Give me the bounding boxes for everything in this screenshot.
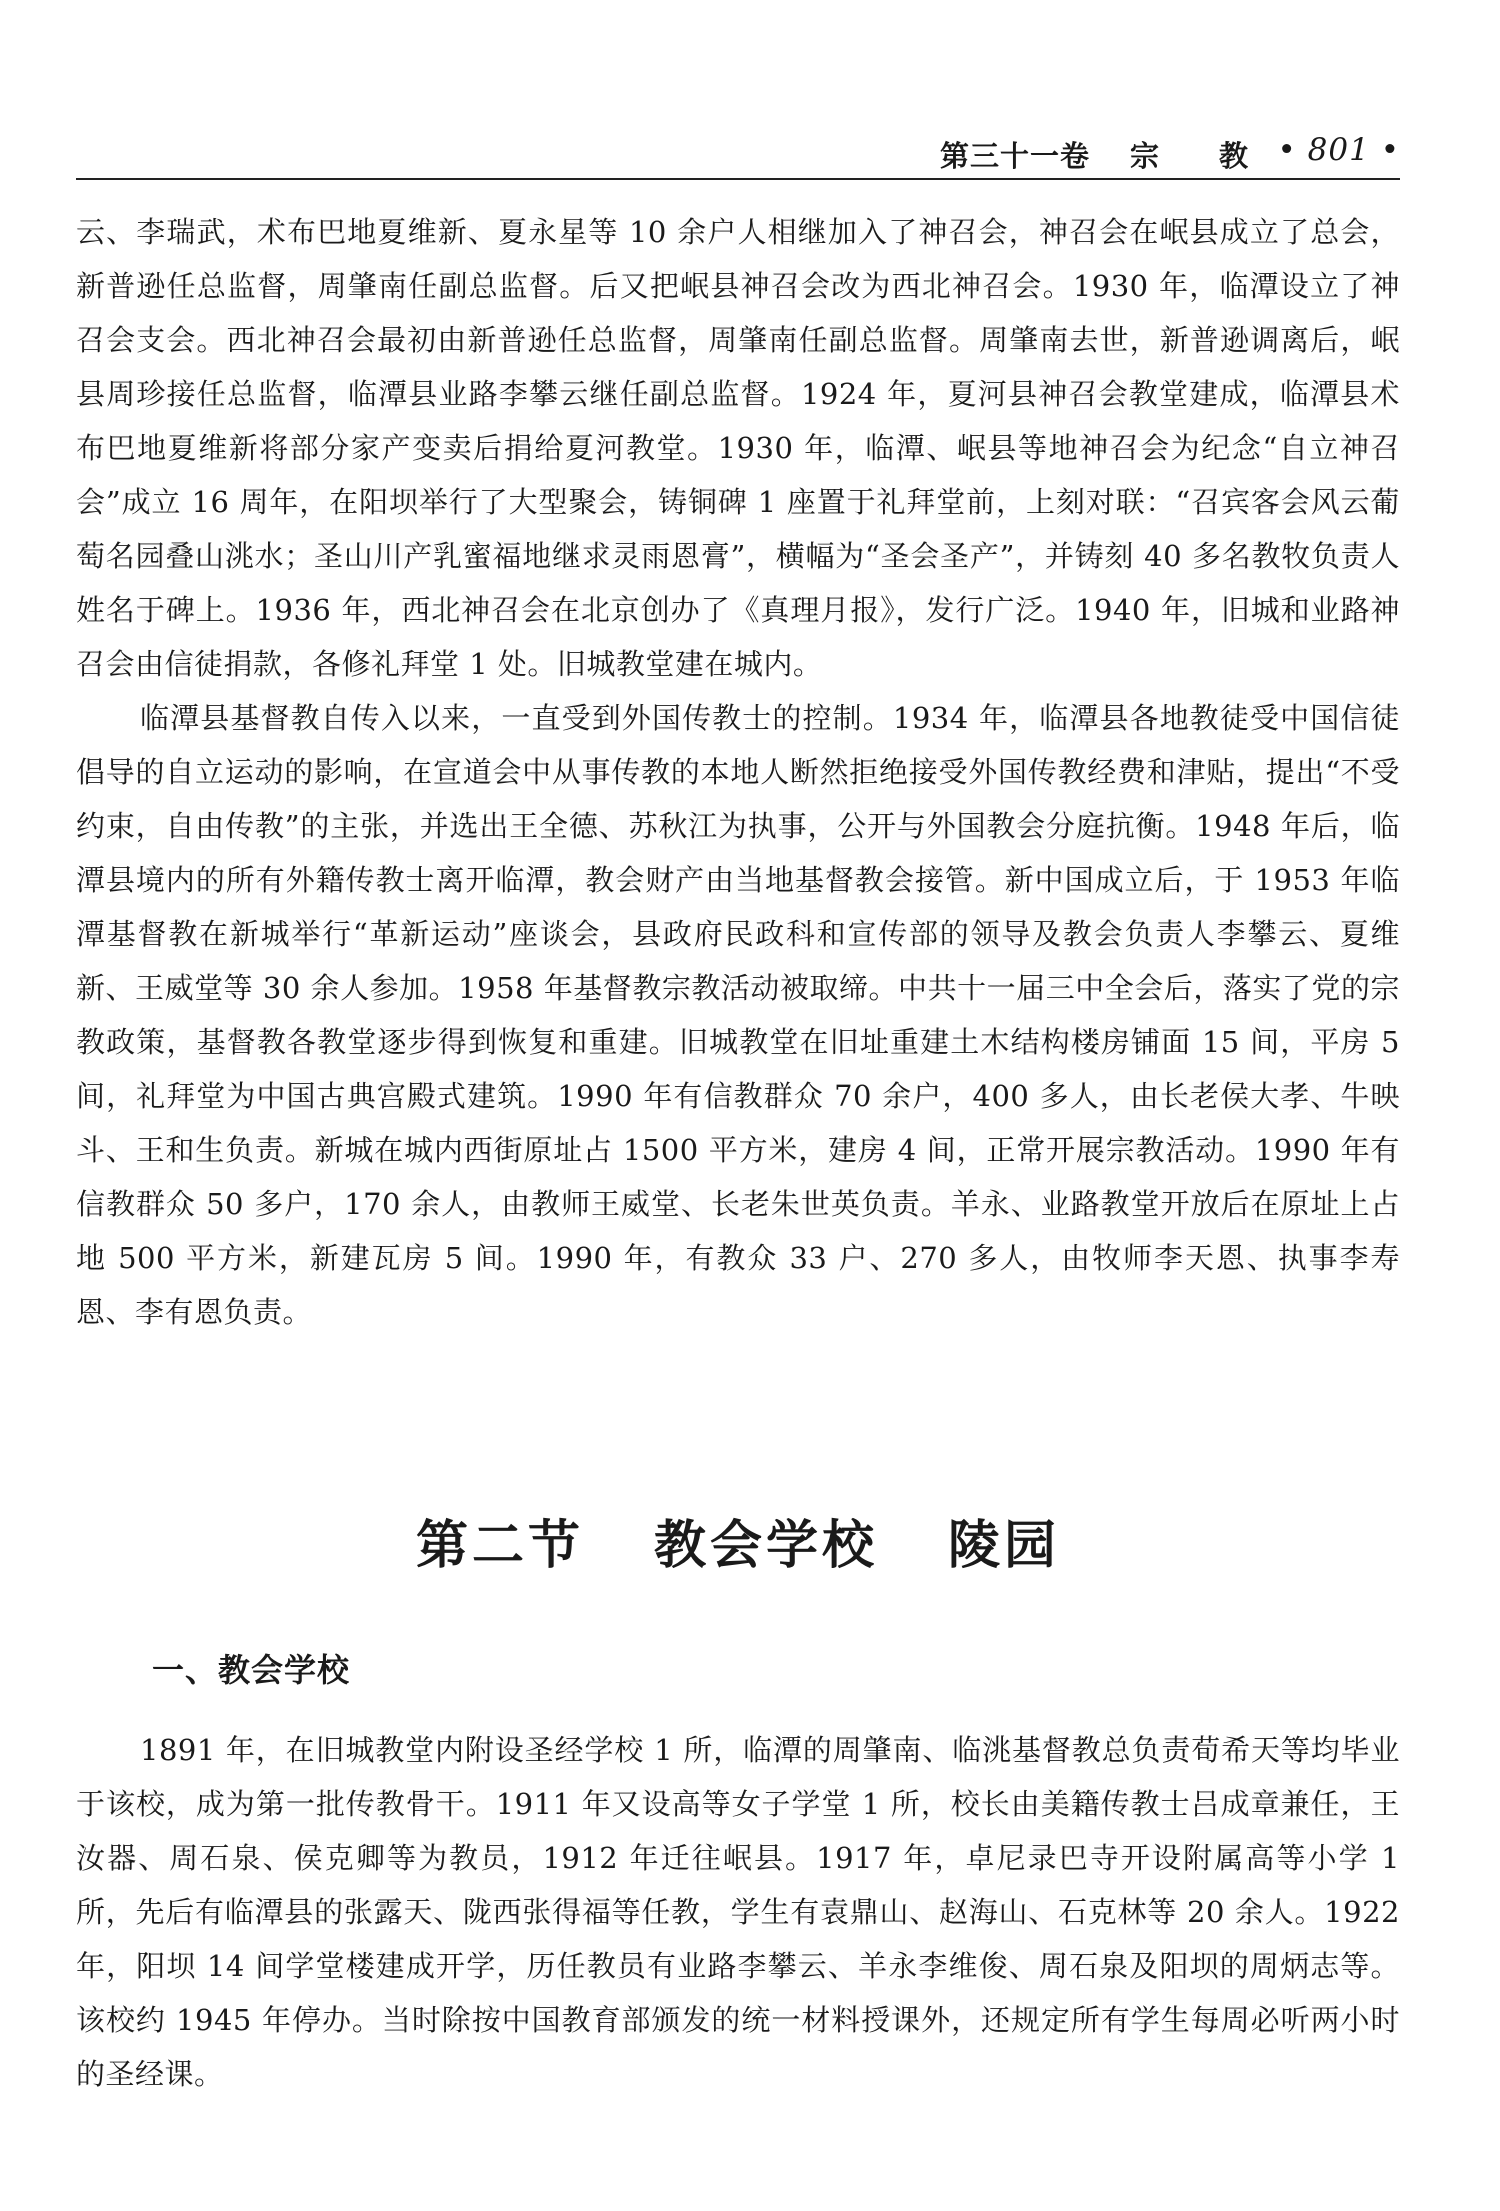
section-title (76, 1503, 1400, 1578)
paragraph: 临潭县基督教自传入以来，一直受到外国传教士的控制。1934 年，临潭县各地教徒受中国信徒倡导的自立运动的影响，在宣道会中从事传教的本地人断然拒绝接受外国传教经费和津贴，提出“不受约束，自由传教”的主张，并选出王全德、苏秋江为执事，公开与外国教会分庭抗衡。1948 年后，临潭县境内的所有外籍传教士离开临潭，教会财产由当地基督教会接管。新中国成立后，于 1953 年临潭基督教在新城举行“革新运动”座谈会，县政府民政科和宣传部的领导及教会负责人李攀云、夏维新、王威堂等 30 余人参加。1958 年基督教宗教活动被取缔。中共十一届三中全会后，落实了党的宗教政策，基督教各教堂逐步得到恢复和重建。旧城教堂在旧址重建土木结构楼房铺面 15 间，平房 5 间，礼拜堂为中国古典宫殿式建筑。1990 年有信教群众 70 余户，400 多人，由长老侯大孝、牛映斗、王和生负责。新城在城内西街原址占 1500 平方米，建房 4 间，正常开展宗教活动。1990 年有信教群众 50 多户，170 余人，由教师王威堂、长老朱世英负责。羊永、业路教堂开放后在原址上占地 500 平方米，新建瓦房 5 间。1990 年，有教众 33 户、270 多人，由牧师李天恩、执事李寿恩、李有恩负责。 (76, 701, 1400, 1329)
section-title-part: 陵园 (948, 1515, 1061, 1576)
header-volume: 第三十一卷 (939, 139, 1090, 173)
section-number: 第二节 (415, 1515, 584, 1576)
body-text-bottom (76, 1723, 1400, 2101)
header-chapter: 宗教 (1129, 139, 1308, 173)
book-page (76, 0, 1400, 2211)
body-text-top (76, 205, 1400, 1339)
paragraph: 云、李瑞武，术布巴地夏维新、夏永星等 10 余户人相继加入了神召会，神召会在岷县成立了总会，新普逊任总监督，周肇南任副总监督。后又把岷县神召会改为西北神召会。1930 年，临潭设立了神召会支会。西北神召会最初由新普逊任总监督，周肇南任副总监督。周肇南去世，新普逊调离后，岷县周珍接任总监督，临潭县业路李攀云继任副总监督。1924 年，夏河县神召会教堂建成，临潭县术布巴地夏维新将部分家产变卖后捐给夏河教堂。1930 年，临潭、岷县等地神召会为纪念“自立神召会”成立 16 周年，在阳坝举行了大型聚会，铸铜碑 1 座置于礼拜堂前，上刻对联：“召宾客会风云葡萄名园叠山洮水；圣山川产乳蜜福地继求灵雨恩膏”，横幅为“圣会圣产”，并铸刻 40 多名教牧负责人姓名于碑上。1936 年，西北神召会在北京创办了《真理月报》，发行广泛。1940 年，旧城和业路神召会由信徒捐款，各修礼拜堂 1 处。旧城教堂建在城内。 (76, 215, 1400, 681)
running-header (76, 128, 1400, 180)
paragraph: 1891 年，在旧城教堂内附设圣经学校 1 所，临潭的周肇南、临洮基督教总负责荀希天等均毕业于该校，成为第一批传教骨干。1911 年又设高等女子学堂 1 所，校长由美籍传教士吕成章兼任，王汝器、周石泉、侯克卿等为教员，1912 年迁往岷县。1917 年，卓尼录巴寺开设附属高等小学 1 所，先后有临潭县的张露天、陇西张得福等任教，学生有袁鼎山、赵海山、石克林等 20 余人。1922 年，阳坝 14 间学堂楼建成开学，历任教员有业路李攀云、羊永李维俊、周石泉及阳坝的周炳志等。该校约 1945 年停办。当时除按中国教育部颁发的统一材料授课外，还规定所有学生每周必听两小时的圣经课。 (76, 1733, 1400, 2091)
page-number: • 801 • (1277, 132, 1400, 168)
section-title-part: 教会学校 (653, 1515, 878, 1576)
subsection-heading: 一、教会学校 (152, 1651, 351, 1689)
